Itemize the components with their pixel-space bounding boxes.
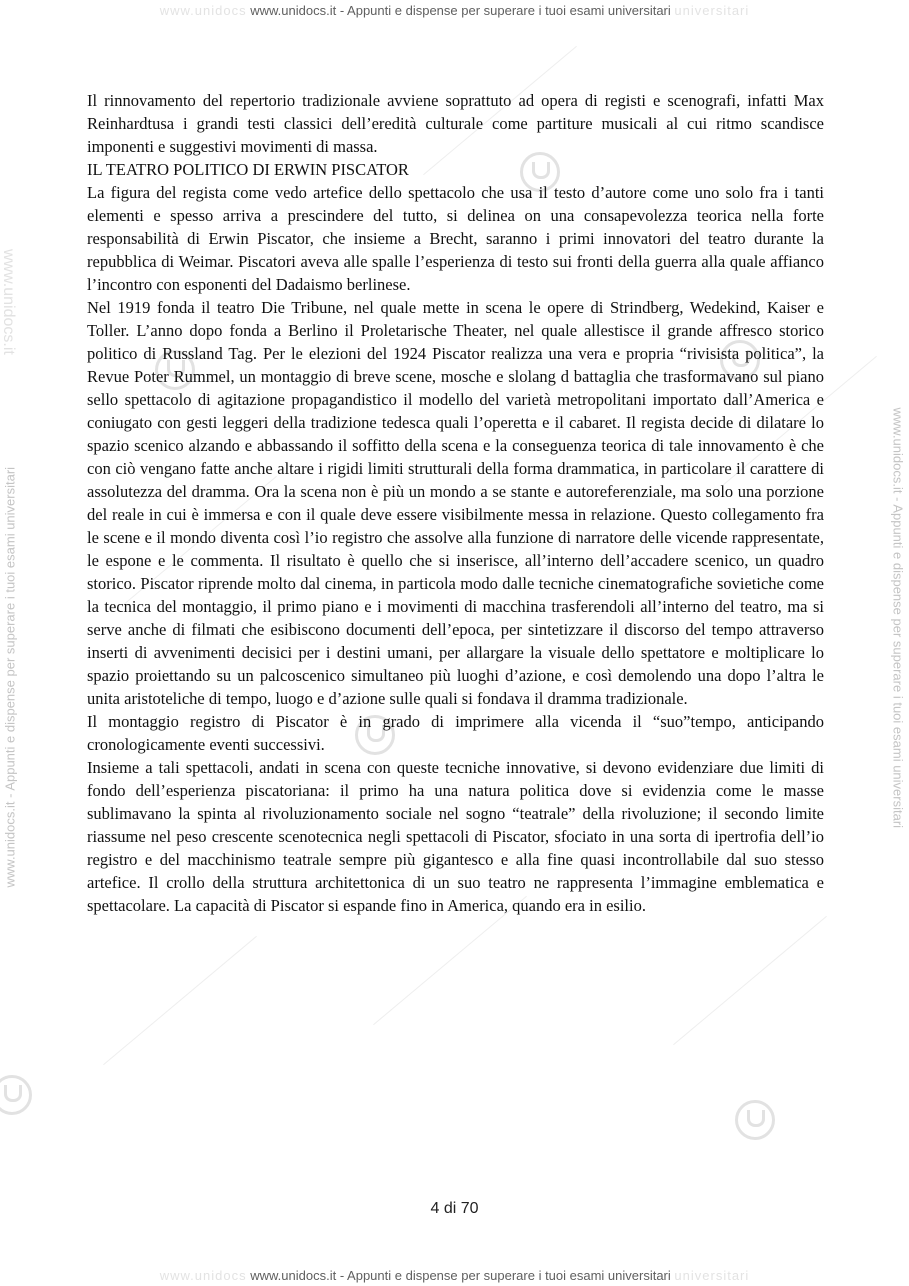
document-body (87, 89, 824, 917)
paragraph-intro: Il rinnovamento del repertorio tradizionale avviene soprattuto ad opera di registi e scenografi, infatti Max Reinhardtusa i grandi testi classici dell’eredità culturale come partiture musicali al cui ritmo scandisce imponenti e suggestivi movimenti di massa. (87, 91, 824, 156)
unidocs-logo-icon (0, 1075, 32, 1115)
page-number: 4 di 70 (430, 1200, 479, 1217)
watermark-line (103, 936, 257, 1065)
watermark-side-left: www.unidocs.it - Appunti e dispense per superare i tuoi esami universitari (2, 466, 18, 888)
section-heading: IL TEATRO POLITICO DI ERWIN PISCATOR (87, 160, 409, 179)
watermark-top-ghost-right: universitari (674, 3, 750, 18)
paragraph: Insieme a tali spettacoli, andati in scena con queste tecniche innovative, si devono evidenziare due limiti di fondo dell’esperienza piscatoriana: il primo ha una natura politica dove si evidenzia come le masse sublimavano la spinta al rivoluzionamento sociale nel sogno “teatrale” della rivoluzione; il secondo limite riassume nel peso crescente scenotecnica negli spettacoli di Piscator, sfociato in una sorta di ipertrofia dell’io registro e del macchinismo teatrale sempre più gigantesco e alla fine quasi incontrollabile dal suo stesso artefice. Il crollo della struttura architettonica di un suo teatro ne rappresenta l’immagine emblematica e spettacolare. La capacità di Piscator si espande fino in America, quando era in esilio. (87, 758, 824, 915)
paragraph: Il montaggio registro di Piscator è in grado di imprimere alla vicenda il “suo”tempo, anticipando cronologicamente eventi successivi. (87, 712, 824, 754)
watermark-top-ghost-left: www.unidocs (159, 3, 247, 18)
watermark-bottom-ghost-left: www.unidocs (159, 1268, 247, 1283)
unidocs-logo-icon (735, 1100, 775, 1140)
paragraph: La figura del regista come vedo artefice dello spettacolo che usa il testo d’autore come uno solo fra i tanti elementi e spesso arriva a prescindere del tutto, si delinea on una consapevolezza teorica nella forte responsabilità di Erwin Piscator, che insieme a Brecht, saranno i primi innovatori del teatro durante la repubblica di Weimar. Piscatori aveva alle spalle l’esperienza di testo sui fronti della guerra alla quale affianco l’incontro con esponenti del Dadaismo berlinese. (87, 183, 824, 294)
watermark-top-text: www.unidocs.it - Appunti e dispense per superare i tuoi esami universitari (250, 3, 671, 18)
watermark-line (673, 916, 827, 1045)
watermark-top (0, 3, 909, 18)
watermark-side-right: www.unidocs.it - Appunti e dispense per superare i tuoi esami universitari (890, 407, 906, 829)
watermark-bottom-text: www.unidocs.it - Appunti e dispense per superare i tuoi esami universitari (250, 1268, 671, 1283)
paragraph: Nel 1919 fonda il teatro Die Tribune, nel quale mette in scena le opere di Strindberg, Wedekind, Kaiser e Toller. L’anno dopo fonda a Berlino il Proletarische Theater, nel quale allestisce il grande affresco storico politico di Russland Tag. Per le elezioni del 1924 Piscator realizza una vera e propria “rivisista politica”, la Revue Poter Rummel, un montaggio di breve scene, mosche e slolang d battaglia che trasformavano sul piano sello spettacolo di agitazione propagandistico il modello del varietà metropolitani importato dall’America e coniugato con gesti leggeri della tradizione tedesca quali l’operetta e il cabaret. Il regista decide di dilatare lo spazio scenico alzando e abbassando il soffitto della scena e la conseguenza teorica di tale innovamento è che con ciò vengano fatte anche altare i rigidi limiti strutturali della forma drammatica, in particolare il carattere di assolutezza del dramma. Ora la scena non è più un mondo a se stante e autoreferenziale, ma solo una porzione del reale in cui è immersa e con il quale deve essere visibilmente messa in relazione. Questo collegamento fra le scene e il mondo diventa così l’io registro che assolve alla funzione di narratore delle vicende rappresentate, le espone e le commenta. Il risultato è quello che si inserisce, all’interno dell’accadere scenico, un quadro storico. Piscator riprende molto dal cinema, in particola modo dalle tecniche cinematografiche sovietiche come la tecnica del montaggio, il primo piano e i movimenti di macchina trasferendoli all’interno del teatro, ma si serve anche di filmati che esibiscono documenti dell’epoca, per sintetizzare il discorso del tempo attraverso inserti di avvenimenti decisici per i destini umani, per allargare la visuale dello spettatore e moltiplicare lo spazio proiettando su un palcoscenico simultaneo più luoghi d’azione, e così demolendo una dopo l’altra le unita aristoteliche di tempo, luogo e d’azione sulle quali si fondava il dramma tradizionale. (87, 298, 824, 708)
watermark-side-left-ghost: www.unidocs.it (0, 249, 17, 355)
watermark-bottom-ghost-right: universitari (674, 1268, 750, 1283)
watermark-bottom (0, 1268, 909, 1283)
